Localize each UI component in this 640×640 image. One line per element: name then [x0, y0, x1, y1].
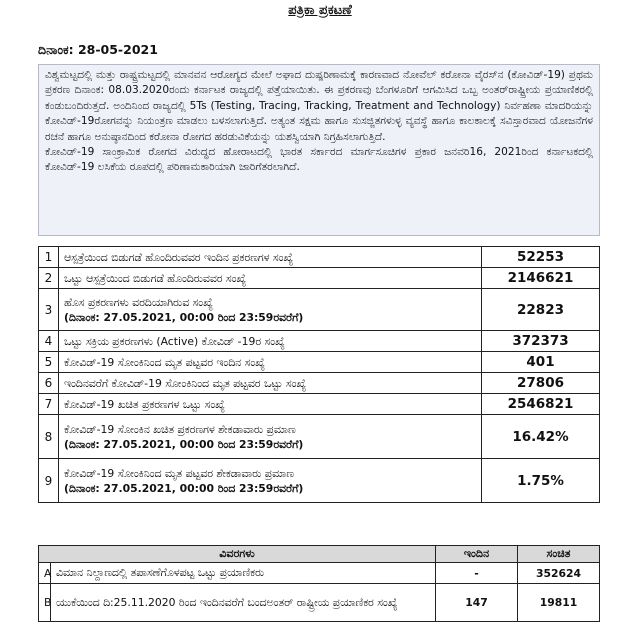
row-value: 22823 [482, 289, 600, 331]
travel-table [38, 545, 600, 622]
row-label: ಕೋವಿಡ್-19 ಸೋಂಕಿನಿಂದ ಮೃತ ಪಟ್ಟವರ ಶೇಕಡಾವಾರು ಪ್ರಮಾಣ [64, 466, 294, 480]
row-label: ವಿಮಾನ ನಿಲ್ದಾಣದಲ್ಲಿ ತಪಾಸಣೆಗೊಳಪಟ್ಟ ಒಟ್ಟು ಪ್ರಯಾಣಿಕರು [51, 563, 436, 584]
row-value: 401 [482, 352, 600, 373]
table-row [39, 415, 600, 459]
row-label: ಕೋವಿಡ್-19 ಸೋಂಕಿನಿಂದ ಮೃತ ಪಟ್ಟವರ ಇಂದಿನ ಸಂಖ್ಯೆ [59, 352, 482, 373]
row-label: ಒಟ್ಟು ಆಸ್ಪತ್ರೆಯಿಂದ ಬಿಡುಗಡೆ ಹೊಂದಿರುವವರ ಸಂಖ್ಯೆ [59, 268, 482, 289]
row-number: 7 [39, 394, 59, 415]
table-row [39, 331, 600, 352]
table-row [39, 268, 600, 289]
press-date: ದಿನಾಂಕ: 28-05-2021 [38, 42, 158, 57]
row-value: 52253 [482, 247, 600, 268]
table-row [39, 563, 600, 584]
row-today: 147 [436, 584, 518, 622]
row-label: ಆಸ್ಪತ್ರೆಯಿಂದ ಬಿಡುಗಡೆ ಹೊಂದಿರುವವರ ಇಂದಿನ ಪ್ರಕರಣಗಳ ಸಂಖ್ಯೆ [59, 247, 482, 268]
row-sublabel: (ದಿನಾಂಕ: 27.05.2021, 00:00 ರಿಂದ 23:59ರವರೆಗೆ) [64, 481, 304, 495]
intro-paragraph-1: ವಿಶ್ವಮಟ್ಟದಲ್ಲಿ ಮತ್ತು ರಾಷ್ಟ್ರಮಟ್ಟದಲ್ಲಿ ಮಾನವನ ಆರೋಗ್ಯದ ಮೇಲೆ ಅಘಾದ ದುಷ್ಪರಿಣಾಮಕ್ಕೆ ಕಾರಣವಾದ ನೋವೆಲ್ ಕರೋನಾ ವೈರಸ್‌ನ (ಕೋವಿಡ್-19) ಪ್ರಥಮ ಪ್ರಕರಣ ದಿನಾಂಕ: 08.03.2020ರಂದು ಕರ್ನಾಟಕ ರಾಜ್ಯದಲ್ಲಿ ಪತ್ತೆಯಾಯಿತು. ಈ ಪ್ರಕರಣವು ಬೆಂಗಳೂರಿಗೆ ಆಗಮಿಸಿದ ಒಬ್ಬ ಅಂತರ್‌ರಾಷ್ಟ್ರೀಯ ಪ್ರಯಾಣಿಕರಲ್ಲಿ ಕಂಡುಬಂದಿರುತ್ತದೆ. ಅಂದಿನಿಂದ ರಾಜ್ಯದಲ್ಲಿ 5Ts (Testing, Tracing, Tracking, Treatment and Technology) ನಿರ್ವಹಣಾ ಮಾದರಿಯನ್ನು ಕೋವಿಡ್-19ರೋಗವನ್ನು ನಿಯಂತ್ರಣ ಮಾಡಲು ಬಳಸಲಾಗುತ್ತಿದೆ. ಅತ್ಯಂತ ಸಕ್ಷಮ ಹಾಗೂ ಸುಸಜ್ಜಿತಗಳುಳ್ಳ ವ್ಯವಸ್ಥೆ ಹಾಗೂ ಕಾಲಕಾಲಕ್ಕೆ ಸವಿಸ್ತಾರವಾದ ಯೋಜನೆಗಳ ರಚನೆ ಹಾಗೂ ಅನುಷ್ಠಾನದಿಂದ ಕರೋನಾ ರೋಗದ ಹರಡುವಿಕೆಯನ್ನು ಯಶಸ್ವಿಯಾಗಿ ನಿಗ್ರಹಿಸಲಾಗುತ್ತಿದೆ. [45, 69, 593, 143]
row-sublabel: (ದಿನಾಂಕ: 27.05.2021, 00:00 ರಿಂದ 23:59ರವರೆಗೆ) [64, 310, 304, 324]
row-cumulative: 19811 [518, 584, 600, 622]
header-cumulative: ಸಂಚಿತ [518, 546, 600, 563]
row-label: ಹೊಸ ಪ್ರಕರಣಗಳು ವರದಿಯಾಗಿರುವ ಸಂಖ್ಯೆ [64, 295, 213, 309]
row-value: 372373 [482, 331, 600, 352]
row-label: ಕೋವಿಡ್-19 ಖಚಿತ ಪ್ರಕರಣಗಳ ಒಟ್ಟು ಸಂಖ್ಯೆ [59, 394, 482, 415]
stats-table [38, 246, 600, 503]
table-row [39, 247, 600, 268]
row-number: 2 [39, 268, 59, 289]
page-title: ಪತ್ರಿಕಾ ಪ್ರಕಟಣೆ [288, 3, 352, 18]
intro-box [38, 64, 600, 236]
table-row [39, 352, 600, 373]
table-row [39, 459, 600, 503]
travel-header-row [39, 546, 600, 563]
row-label-cell [59, 459, 482, 503]
row-label: ಒಟ್ಟು ಸಕ್ರಿಯ ಪ್ರಕರಣಗಳು (Active) ಕೋವಿಡ್ -19ರ ಸಂಖ್ಯೆ [59, 331, 482, 352]
row-today: - [436, 563, 518, 584]
row-number: 9 [39, 459, 59, 503]
row-value: 2146621 [482, 268, 600, 289]
intro-paragraph-2: ಕೋವಿಡ್-19 ಸಾಂಕ್ರಾಮಿಕ ರೋಗದ ವಿರುದ್ಧದ ಹೋರಾಟದಲ್ಲಿ ಭಾರತ ಸರ್ಕಾರದ ಮಾರ್ಗಸೂಚಿಗಳ ಪ್ರಕಾರ ಜನವರಿ16, 2021ರಿಂದ ಕರ್ನಾಟಕದಲ್ಲಿ ಕೋವಿಡ್-19 ಲಸಿಕೆಯ ರೂಪದಲ್ಲಿ ಪರಿಣಾಮಕಾರಿಯಾಗಿ ಜಾರಿಗೆತರಲಾಗಿದೆ. [45, 146, 593, 174]
row-sublabel: (ದಿನಾಂಕ: 27.05.2021, 00:00 ರಿಂದ 23:59ರವರೆಗೆ) [64, 437, 304, 451]
row-number: 3 [39, 289, 59, 331]
table-row [39, 394, 600, 415]
row-letter: A [39, 563, 51, 584]
table-row [39, 289, 600, 331]
row-number: 5 [39, 352, 59, 373]
row-number: 4 [39, 331, 59, 352]
table-row [39, 584, 600, 622]
row-label-cell [59, 415, 482, 459]
row-label-cell [59, 289, 482, 331]
header-details: ವಿವರಗಳು [39, 546, 436, 563]
row-number: 6 [39, 373, 59, 394]
header-today: ಇಂದಿನ [436, 546, 518, 563]
row-letter: B [39, 584, 51, 622]
row-value: 27806 [482, 373, 600, 394]
row-value: 16.42% [482, 415, 600, 459]
row-number: 1 [39, 247, 59, 268]
row-label: ಕೋವಿಡ್-19 ಸೋಂಕಿನ ಖಚಿತ ಪ್ರಕರಣಗಳ ಶೇಕಡಾವಾರು ಪ್ರಮಾಣ [64, 422, 296, 436]
row-value: 2546821 [482, 394, 600, 415]
table-row [39, 373, 600, 394]
row-label: ಇಂದಿನವರೆಗೆ ಕೋವಿಡ್-19 ಸೋಂಕಿನಿಂದ ಮೃತ ಪಟ್ಟವರ ಒಟ್ಟು ಸಂಖ್ಯೆ [59, 373, 482, 394]
row-number: 8 [39, 415, 59, 459]
row-cumulative: 352624 [518, 563, 600, 584]
row-label: ಯುಕೆಯಿಂದ ದಿ:25.11.2020 ರಿಂದ ಇಂದಿನವರೆಗೆ ಬಂದಅಂತರ್ ರಾಷ್ಟ್ರೀಯ ಪ್ರಯಾಣಿಕರ ಸಂಖ್ಯೆ [51, 584, 436, 622]
row-value: 1.75% [482, 459, 600, 503]
